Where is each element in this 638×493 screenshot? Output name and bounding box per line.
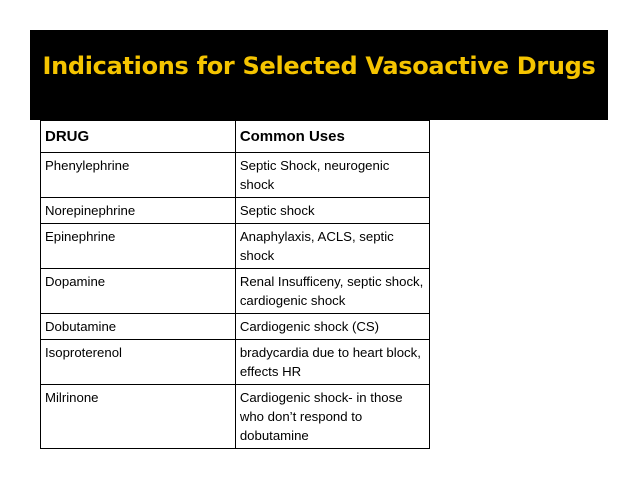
drug-name-cell: Dopamine <box>41 269 236 314</box>
table-row <box>41 224 430 269</box>
table-row <box>41 385 430 449</box>
slide-title: Indications for Selected Vasoactive Drugs <box>42 52 596 80</box>
table-row <box>41 153 430 198</box>
common-uses-cell: Anaphylaxis, ACLS, septic shock <box>235 224 429 269</box>
drug-name-cell: Epinephrine <box>41 224 236 269</box>
table-header-row <box>41 121 430 153</box>
drug-table <box>40 120 430 449</box>
common-uses-cell: Renal Insufficeny, septic shock, cardiogenic shock <box>235 269 429 314</box>
table-row <box>41 269 430 314</box>
table-row <box>41 340 430 385</box>
drug-name-cell: Norepinephrine <box>41 198 236 224</box>
drug-name-cell: Milrinone <box>41 385 236 449</box>
drug-name-cell: Isoproterenol <box>41 340 236 385</box>
common-uses-cell: Septic Shock, neurogenic shock <box>235 153 429 198</box>
common-uses-cell: bradycardia due to heart block, effects HR <box>235 340 429 385</box>
table-row <box>41 314 430 340</box>
common-uses-cell: Septic shock <box>235 198 429 224</box>
table-row <box>41 198 430 224</box>
common-uses-cell: Cardiogenic shock- in those who don’t respond to dobutamine <box>235 385 429 449</box>
drug-name-cell: Dobutamine <box>41 314 236 340</box>
drug-name-cell: Phenylephrine <box>41 153 236 198</box>
common-uses-cell: Cardiogenic shock (CS) <box>235 314 429 340</box>
header-drug: DRUG <box>41 121 236 153</box>
header-common-uses: Common Uses <box>235 121 429 153</box>
